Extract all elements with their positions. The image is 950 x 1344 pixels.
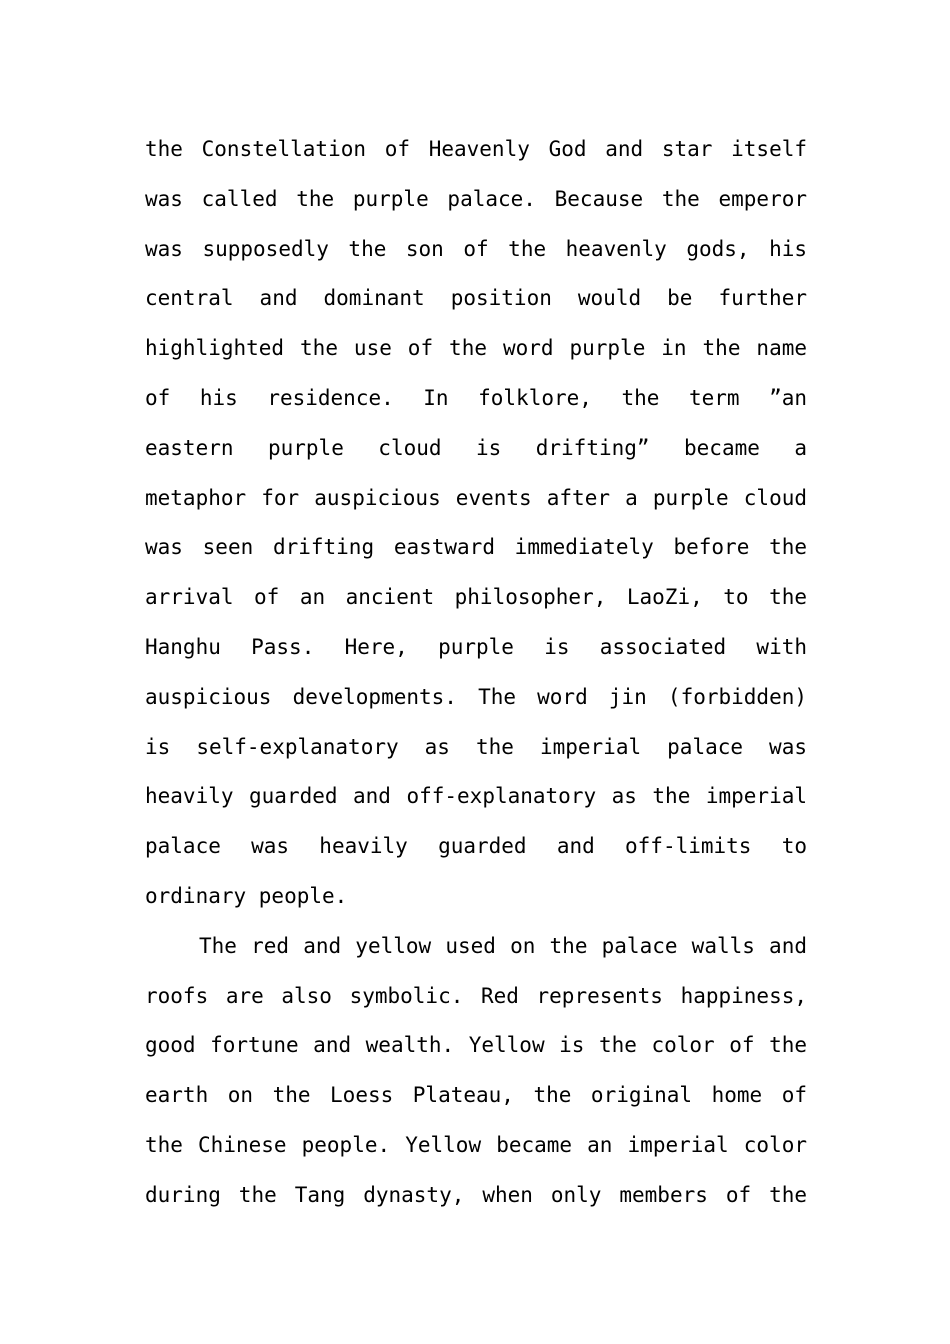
text-line: was called the purple palace. Because the emperor [145,186,807,211]
text-line: of his residence. In folklore, the term ”an [145,385,807,410]
text-line: eastern purple cloud is drifting” became a [145,435,807,460]
text-line: is self-explanatory as the imperial palace was [145,734,807,759]
text-line: auspicious developments. The word jin (forbidden) [145,684,807,709]
text-line: the Constellation of Heavenly God and star itself [145,137,807,161]
text-line: heavily guarded and off-explanatory as the imperial [145,784,807,809]
text-line: roofs are also symbolic. Red represents happiness, [145,983,807,1008]
text-line: Hanghu Pass. Here, purple is associated with [145,634,807,659]
body-text [145,125,807,1221]
text-line: was seen drifting eastward immediately before the [145,535,807,560]
text-line: metaphor for auspicious events after a purple cloud [145,485,807,510]
paragraph-end-line: ordinary people. [145,883,348,908]
text-line: arrival of an ancient philosopher, LaoZi, to the [145,585,807,610]
text-line: good fortune and wealth. Yellow is the color of the [145,1033,807,1058]
paragraph-start-line: The red and yellow used on the palace walls and [199,933,807,958]
text-line: palace was heavily guarded and off-limits to [145,834,807,859]
text-line: the Chinese people. Yellow became an imperial color [145,1132,807,1157]
text-line: highlighted the use of the word purple in the name [145,336,807,361]
text-line: was supposedly the son of the heavenly gods, his [145,236,807,261]
text-line: earth on the Loess Plateau, the original home of [145,1083,807,1108]
text-line: during the Tang dynasty, when only members of the [145,1182,807,1207]
text-line: central and dominant position would be further [145,286,807,311]
